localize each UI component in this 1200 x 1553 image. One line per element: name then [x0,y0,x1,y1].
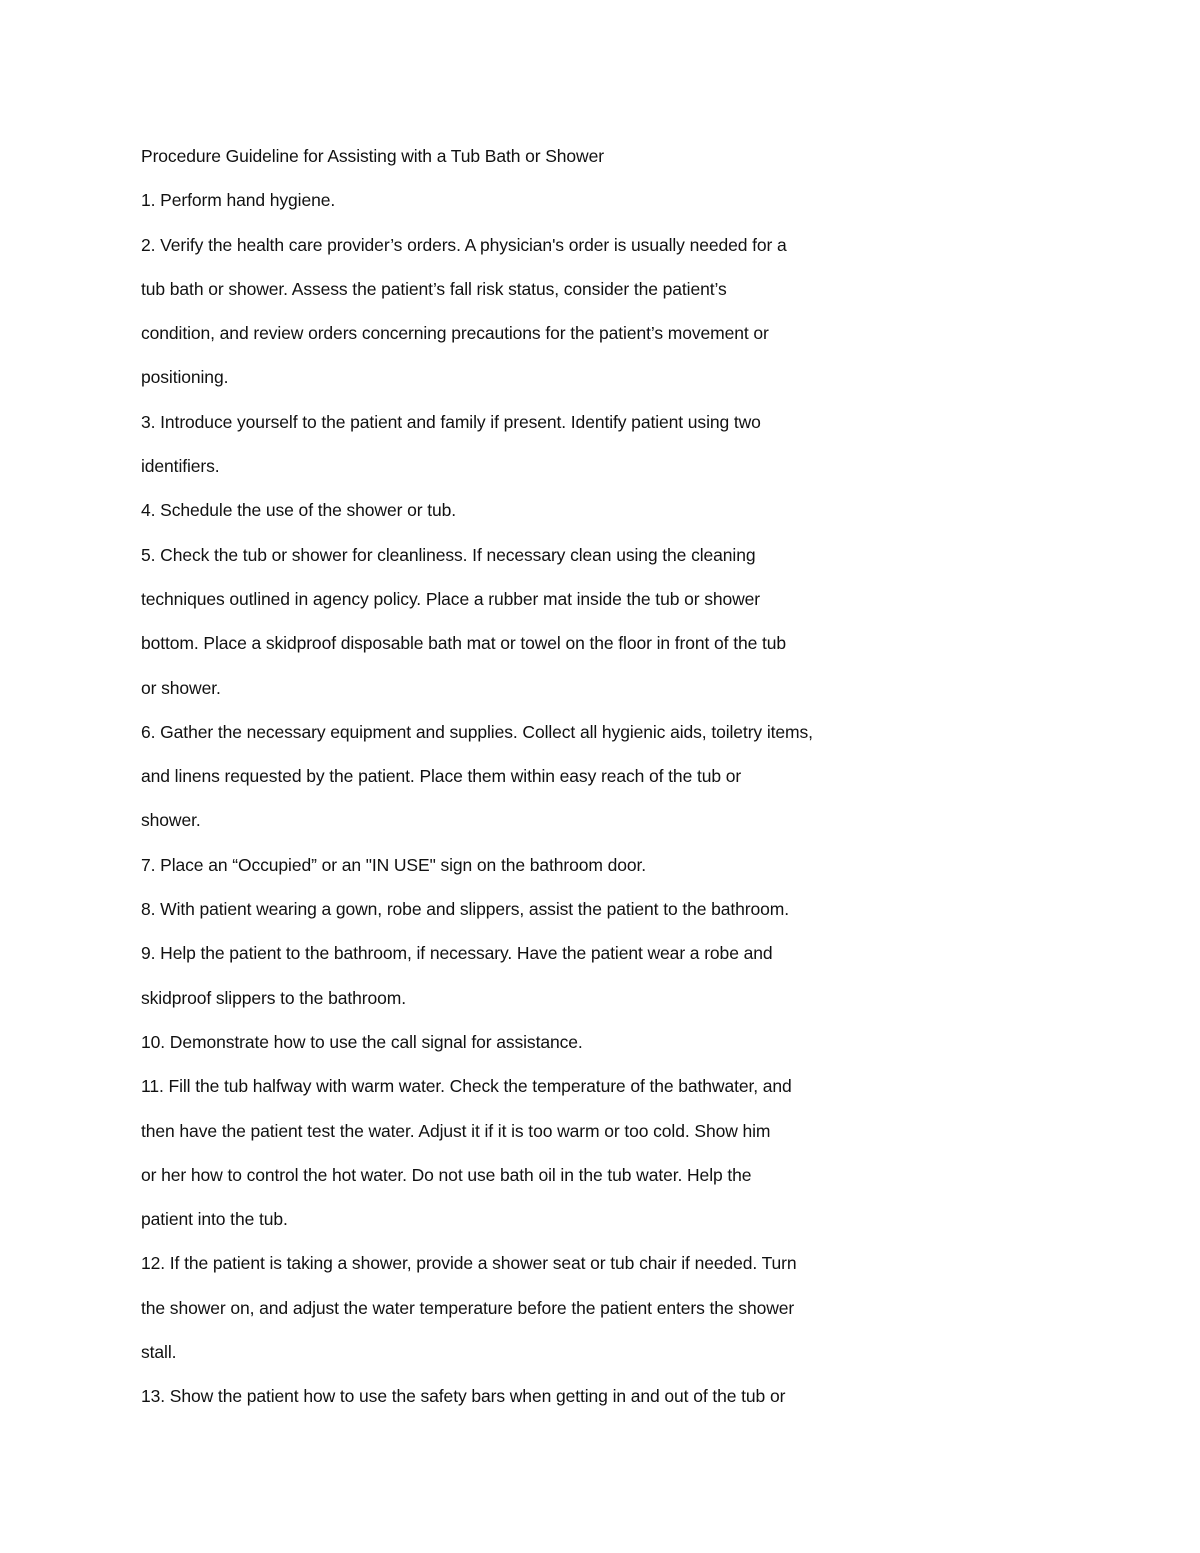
text-line: tub bath or shower. Assess the patient’s fall risk status, consider the patient’s [141,278,727,299]
text-line: 10. Demonstrate how to use the call signal for assistance. [141,1031,583,1052]
text-line: 5. Check the tub or shower for cleanliness. If necessary clean using the cleaning [141,544,756,565]
text-line: positioning. [141,367,229,388]
text-line: 6. Gather the necessary equipment and supplies. Collect all hygienic aids, toiletry items, [141,721,813,742]
text-line: the shower on, and adjust the water temperature before the patient enters the shower [141,1297,795,1318]
document-title: Procedure Guideline for Assisting with a Tub Bath or Shower [141,146,604,166]
text-line: 11. Fill the tub halfway with warm water. Check the temperature of the bathwater, and [141,1076,792,1097]
document-body [141,141,921,1426]
text-line: bottom. Place a skidproof disposable bath mat or towel on the floor in front of the tub [141,633,787,654]
text-line: shower. [141,810,201,831]
text-line: and linens requested by the patient. Place them within easy reach of the tub or [141,766,742,787]
text-line: 13. Show the patient how to use the safety bars when getting in and out of the tub or [141,1386,786,1407]
text-line: condition, and review orders concerning precautions for the patient’s movement or [141,323,769,344]
text-line: 2. Verify the health care provider’s orders. A physician's order is usually needed for a [141,234,787,255]
text-line: 12. If the patient is taking a shower, provide a shower seat or tub chair if needed. Turn [141,1253,797,1274]
text-line: 8. With patient wearing a gown, robe and slippers, assist the patient to the bathroom. [141,899,790,920]
text-line: patient into the tub. [141,1209,288,1230]
text-line: 9. Help the patient to the bathroom, if necessary. Have the patient wear a robe and [141,943,773,964]
text-line: stall. [141,1342,177,1363]
text-line: or her how to control the hot water. Do not use bath oil in the tub water. Help the [141,1164,752,1185]
text-line: 3. Introduce yourself to the patient and family if present. Identify patient using two [141,411,761,432]
text-line: techniques outlined in agency policy. Place a rubber mat inside the tub or shower [141,588,761,609]
text-line: 1. Perform hand hygiene. [141,190,336,211]
text-line: 7. Place an “Occupied” or an "IN USE" sign on the bathroom door. [141,854,647,875]
text-line: identifiers. [141,456,220,477]
text-line: 4. Schedule the use of the shower or tub. [141,500,456,521]
text-line: skidproof slippers to the bathroom. [141,987,406,1008]
text-line: or shower. [141,677,221,698]
text-line: then have the patient test the water. Adjust it if it is too warm or too cold. Show him [141,1120,771,1141]
